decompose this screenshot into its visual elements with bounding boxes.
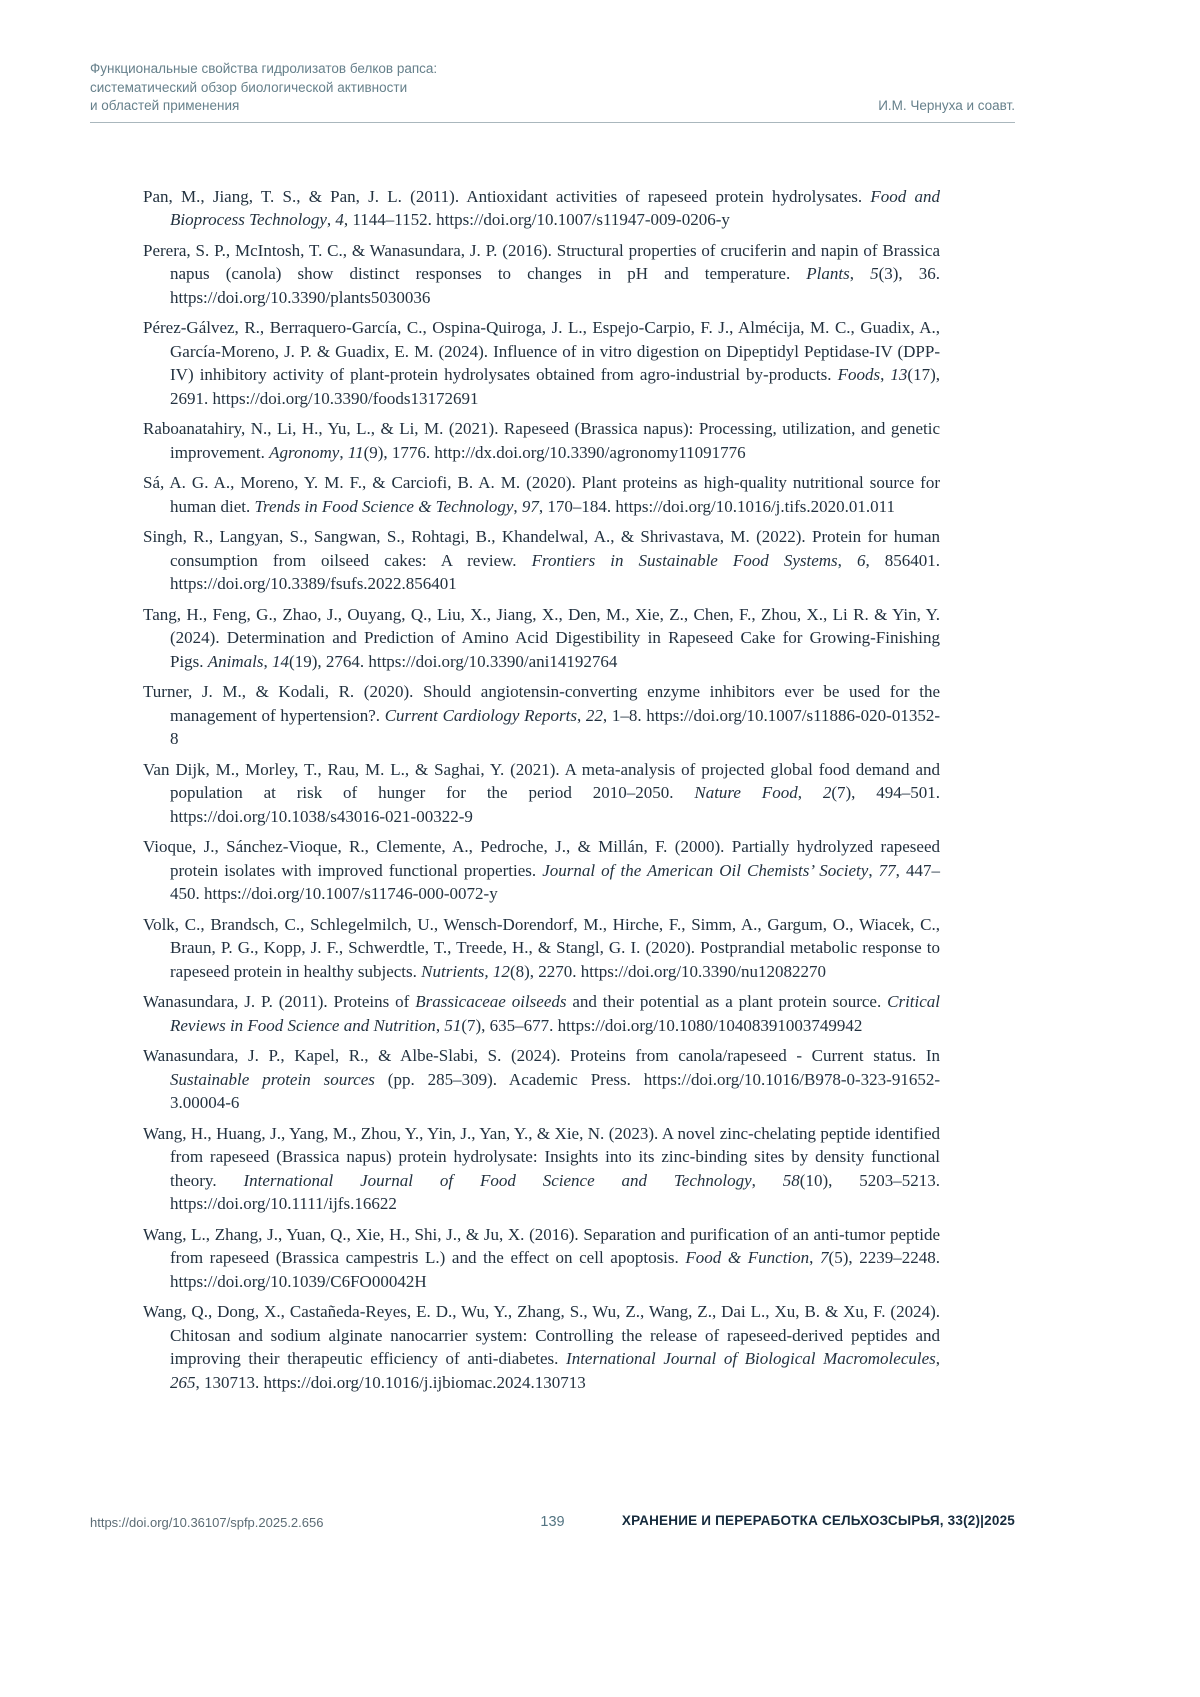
reference-text-segment: Wanasundara, J. P., Kapel, R., & Albe-Slabi, S. (2024). Proteins from canola/rapeseed - Current status. In bbox=[143, 1046, 940, 1065]
reference-text-segment: , bbox=[868, 860, 879, 880]
reference-journal-segment: Frontiers in Sustainable Food Systems bbox=[531, 550, 838, 570]
reference-journal-segment: 5 bbox=[870, 264, 879, 283]
reference-journal-segment: 2 bbox=[822, 783, 832, 802]
reference-text-segment: , 130713. https://doi.org/10.1016/j.ijbiomac.2024.130713 bbox=[195, 1372, 586, 1392]
reference-text-segment: , bbox=[880, 365, 891, 384]
reference-journal-segment: Animals bbox=[207, 651, 264, 671]
reference-journal-segment: 13 bbox=[890, 365, 908, 384]
reference-text-segment: , bbox=[809, 1248, 821, 1267]
reference-text-segment: , 170–184. https://doi.org/10.1016/j.tifs.2020.01.011 bbox=[538, 496, 895, 516]
reference-text-segment: , bbox=[435, 1015, 445, 1035]
reference-journal-segment: 11 bbox=[347, 442, 364, 462]
reference-item bbox=[143, 316, 940, 410]
reference-item bbox=[143, 1044, 940, 1115]
reference-text-segment: Wang, Q., Dong, X., Castañeda-Reyes, E. D., Wu, Y., Zhang, S., Wu, Z., Wang, Z., Dai L., Xu, B. & Xu, F. (2024). Chitosan and sodium alginate nanocarrier system: Controlling the release of rapeseed-derived peptides and improving their therapeutic efficiency of anti-diabetes. bbox=[143, 1302, 940, 1368]
reference-journal-segment: Plants bbox=[806, 264, 850, 283]
reference-journal-segment: International Journal of Biological Macromolecules bbox=[566, 1349, 936, 1368]
reference-journal-segment: Food and Bioprocess Technology bbox=[170, 186, 940, 229]
reference-text-segment: Raboanatahiry, N., Li, H., Yu, L., & Li, M. (2021). Rapeseed (Brassica napus): Processing, utilization, and genetic improvement. bbox=[143, 419, 940, 462]
reference-text-segment: (pp. 285–309). Academic Press. https://doi.org/10.1016/B978-0-323-91652-3.00004-6 bbox=[170, 1069, 940, 1112]
reference-text-segment: Wang, L., Zhang, J., Yuan, Q., Xie, H., Shi, J., & Ju, X. (2016). Separation and purification of an anti-tumor peptide from rapeseed (Brassica campestris L.) and the effect on cell apoptosis. bbox=[143, 1224, 940, 1267]
reference-journal-segment: Food & Function bbox=[685, 1248, 810, 1267]
page-header bbox=[90, 60, 1015, 116]
reference-journal-segment: Nutrients, 12 bbox=[421, 961, 510, 981]
reference-text-segment: , bbox=[849, 264, 871, 283]
reference-journal-segment: International Journal of Food Science and Technology bbox=[243, 1170, 752, 1190]
reference-journal-segment: 4 bbox=[335, 210, 344, 229]
reference-text-segment: , bbox=[326, 210, 336, 229]
reference-item bbox=[143, 185, 940, 232]
reference-text-segment: Van Dijk, M., Morley, T., Rau, M. L., & Saghai, Y. (2021). A meta-analysis of projected global food demand and population at risk of hunger for the period 2010–2050. bbox=[143, 759, 940, 802]
reference-journal-segment: 6 bbox=[856, 550, 866, 570]
reference-journal-segment: Current Cardiology Reports bbox=[384, 705, 577, 725]
reference-item bbox=[143, 525, 940, 596]
references-list bbox=[143, 185, 940, 1395]
reference-item bbox=[143, 1122, 940, 1216]
reference-item bbox=[143, 1223, 940, 1294]
running-title-line-3: и областей применения bbox=[90, 98, 240, 113]
reference-text-segment: , bbox=[576, 705, 586, 725]
reference-text-segment: (8), 2270. https://doi.org/10.3390/nu12082270 bbox=[509, 961, 827, 981]
reference-text-segment: , 856401. https://doi.org/10.3389/fsufs.2022.856401 bbox=[170, 550, 941, 593]
reference-journal-segment: Foods bbox=[837, 365, 881, 384]
reference-journal-segment: 22 bbox=[585, 705, 603, 725]
reference-item bbox=[143, 835, 940, 906]
reference-journal-segment: 58 bbox=[782, 1170, 800, 1190]
page-footer bbox=[90, 1512, 1015, 1536]
reference-journal-segment: Brassicaceae oilseeds bbox=[415, 992, 567, 1011]
reference-text-segment: (10), 5203–5213. https://doi.org/10.1111/ijfs.16622 bbox=[170, 1170, 941, 1213]
reference-text-segment: , bbox=[263, 651, 273, 671]
reference-item bbox=[143, 758, 940, 829]
reference-text-segment: (19), 2764. https://doi.org/10.3390/ani14192764 bbox=[289, 651, 618, 671]
running-title-line-1: Функциональные свойства гидролизатов белков рапса: bbox=[90, 61, 438, 76]
reference-text-segment: Wang, H., Huang, J., Yang, M., Zhou, Y., Yin, J., Yan, Y., & Xie, N. (2023). A novel zinc-chelating peptide identified from rapeseed (Brassica napus) protein hydrolysate: Insights into its zinc-binding sites by density functional theory. bbox=[143, 1123, 940, 1190]
reference-text-segment: Wanasundara, J. P. (2011). Proteins of bbox=[143, 992, 416, 1011]
reference-item bbox=[143, 1300, 940, 1394]
reference-text-segment: , bbox=[837, 550, 857, 570]
reference-journal-segment: 14 bbox=[272, 651, 290, 671]
reference-text-segment: (7), 494–501. https://doi.org/10.1038/s43016-021-00322-9 bbox=[170, 783, 940, 826]
reference-item bbox=[143, 471, 940, 518]
reference-text-segment: (9), 1776. http://dx.doi.org/10.3390/agronomy11091776 bbox=[363, 442, 746, 462]
reference-journal-segment: Journal of the American Oil Chemists’ Society bbox=[542, 860, 869, 880]
reference-text-segment: , bbox=[751, 1170, 783, 1190]
reference-text-segment: Pan, M., Jiang, T. S., & Pan, J. L. (2011). Antioxidant activities of rapeseed protein hydrolysates. bbox=[143, 186, 871, 206]
reference-journal-segment: Sustainable protein sources bbox=[170, 1069, 375, 1089]
reference-item bbox=[143, 239, 940, 310]
running-authors: И.М. Чернуха и соавт. bbox=[878, 98, 1015, 113]
reference-journal-segment: 97 bbox=[521, 496, 539, 516]
footer-doi: https://doi.org/10.36107/spfp.2025.2.656 bbox=[90, 1515, 324, 1530]
reference-text-segment: , bbox=[339, 442, 348, 462]
reference-text-segment: and their potential as a plant protein source. bbox=[566, 992, 888, 1011]
reference-text-segment: (7), 635–677. https://doi.org/10.1080/10408391003749942 bbox=[461, 1015, 863, 1035]
reference-item bbox=[143, 603, 940, 674]
reference-item bbox=[143, 680, 940, 751]
reference-item bbox=[143, 417, 940, 464]
running-title bbox=[90, 60, 437, 116]
reference-journal-segment: Critical Reviews in Food Science and Nutrition bbox=[170, 992, 941, 1035]
reference-journal-segment: 7 bbox=[820, 1248, 829, 1267]
reference-text-segment: , bbox=[935, 1349, 941, 1368]
reference-journal-segment: 265 bbox=[170, 1372, 196, 1392]
reference-item bbox=[143, 913, 940, 984]
reference-text-segment: Sá, A. G. A., Moreno, Y. M. F., & Carciofi, B. A. M. (2020). Plant proteins as high-quality nutritional source for human diet. bbox=[143, 473, 940, 516]
reference-text-segment: , bbox=[797, 783, 823, 802]
reference-journal-segment: Trends in Food Science & Technology bbox=[254, 496, 514, 516]
reference-text-segment: Tang, H., Feng, G., Zhao, J., Ouyang, Q., Liu, X., Jiang, X., Den, M., Xie, Z., Chen, F., Zhou, X., Li R. & Yin, Y. (2024). Determination and Prediction of Amino Acid Digestibility in Rapeseed Cake for Growing-Finishing Pigs. bbox=[143, 604, 940, 671]
reference-text-segment: (17), 2691. https://doi.org/10.3390/foods13172691 bbox=[170, 365, 940, 408]
reference-text-segment: Perera, S. P., McIntosh, T. C., & Wanasundara, J. P. (2016). Structural properties of cruciferin and napin of Brassica napus (canola) show distinct responses to changes in pH and temperature. bbox=[143, 240, 940, 283]
reference-item bbox=[143, 990, 940, 1037]
page-number: 139 bbox=[540, 1514, 565, 1530]
journal-info: ХРАНЕНИЕ И ПЕРЕРАБОТКА СЕЛЬХОЗСЫРЬЯ, 33(2)|2025 bbox=[621, 1513, 1015, 1528]
reference-text-segment: , 1–8. https://doi.org/10.1007/s11886-020-01352-8 bbox=[170, 705, 940, 748]
reference-text-segment: Turner, J. M., & Kodali, R. (2020). Should angiotensin-converting enzyme inhibitors ever be used for the management of hypertension?. bbox=[143, 682, 940, 725]
reference-text-segment: Vioque, J., Sánchez-Vioque, R., Clemente, A., Pedroche, J., & Millán, F. (2000). Partially hydrolyzed rapeseed protein isolates with improved functional properties. bbox=[143, 837, 940, 880]
reference-text-segment: Singh, R., Langyan, S., Sangwan, S., Rohtagi, B., Khandelwal, A., & Shrivastava, M. (2022). Protein for human consumption from oilseed cakes: A review. bbox=[143, 527, 940, 570]
running-title-line-2: систематический обзор биологической активности bbox=[90, 79, 408, 95]
reference-text-segment: , 1144–1152. https://doi.org/10.1007/s11947-009-0206-y bbox=[343, 210, 730, 229]
reference-text-segment: , 447–450. https://doi.org/10.1007/s11746-000-0072-y bbox=[170, 860, 941, 903]
reference-text-segment: , bbox=[513, 496, 522, 516]
reference-text-segment: (5), 2239–2248. https://doi.org/10.1039/C6FO00042H bbox=[170, 1248, 941, 1291]
reference-text-segment: Volk, C., Brandsch, C., Schlegelmilch, U., Wensch-Dorendorf, M., Hirche, F., Simm, A., Gargum, O., Wiacek, C., Braun, P. G., Kopp, J. F., Schwerdtle, T., Treede, H., & Stangl, G. I. (2020). Postprandial metabolic response to rapeseed protein in healthy subjects. bbox=[143, 914, 940, 981]
reference-journal-segment: Agronomy bbox=[269, 442, 340, 462]
header-divider bbox=[90, 122, 1015, 123]
reference-journal-segment: 51 bbox=[444, 1015, 462, 1035]
reference-journal-segment: 77 bbox=[878, 860, 896, 880]
reference-text-segment: Pérez-Gálvez, R., Berraquero-García, C., Ospina-Quiroga, J. L., Espejo-Carpio, F. J., Almécija, M. C., Guadix, A., García-Moreno, J. P. & Guadix, E. M. (2024). Influence of in vitro digestion on Dipeptidyl Peptidase-IV (DPP-IV) inhibitory activity of plant-protein hydrolysates obtained from agro-industrial by-products. bbox=[143, 318, 940, 384]
reference-journal-segment: Nature Food bbox=[694, 783, 798, 802]
reference-text-segment: (3), 36. https://doi.org/10.3390/plants5030036 bbox=[170, 264, 941, 307]
